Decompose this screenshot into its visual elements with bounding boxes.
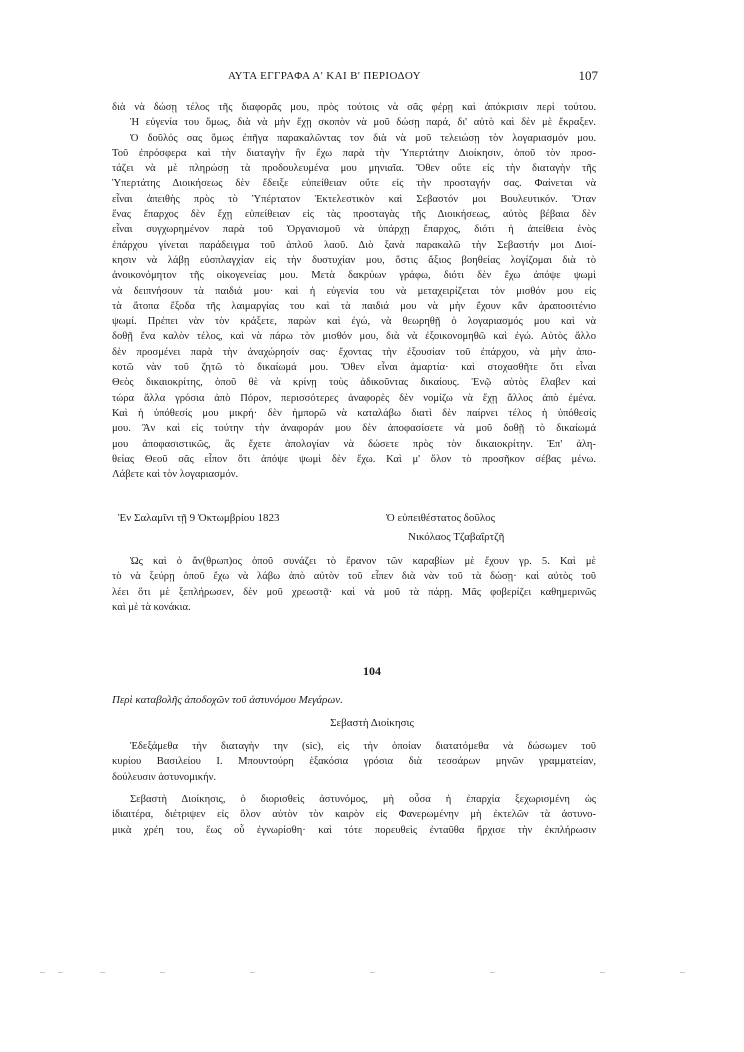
text-line: Καὶ ἡ ὑπόθεσίς μου μικρή· δὲν ἠμπορῶ νὰ καταλάβω διατὶ δὲν παίρνει τέλος ἡ ὑπόθεσίς	[112, 407, 596, 419]
document-paragraph-2	[112, 792, 596, 838]
text-line: μικὰ χρέη του, ἕως οὗ ἐγνωρίσθη· καὶ τότε πορευθεὶς ἐνταῦθα ἤρχισε τὴν ἐκπλήρωσιν	[112, 824, 596, 836]
text-line: τώρα ἄλλα γρόσια ἀπὸ Πόρον, περισσότερες ἀναφορὲς δὲν νομίζω νὰ ἔχῃ ἄλλος ἀπὸ ἐμένα.	[112, 392, 596, 404]
scan-artifact-marks	[40, 972, 700, 976]
text-line: δούλευσιν ἀστυνομικήν.	[112, 771, 217, 783]
letter-closing	[118, 512, 598, 546]
document-subject: Περὶ καταβολῆς ἀποδοχῶν τοῦ ἀστυνόμου Μεγάρων.	[112, 694, 343, 706]
text-line: λέει ὅτι μὲ ξεπλήρωσεν, δὲν μοῦ χρεωστᾷ· καὶ νὰ μοῦ τὰ πάρῃ. Μᾶς φοβερίζει καθημερινῶς	[112, 586, 596, 598]
text-line: Σεβαστὴ Διοίκησις, ὁ διορισθεὶς ἀστυνόμος, μὴ οὖσα ἡ ἐπαρχία ξεχωρισμένη ὡς	[130, 794, 596, 805]
text-line: μου. Ἂν καὶ εἰς τούτην τὴν ἀναφοράν μου δὲν ἀποφασίσετε νὰ μοῦ δοθῇ τὸ δικαίωμά	[112, 423, 596, 435]
document-paragraph-1	[112, 739, 596, 785]
text-line: εἶναι ἀπειθὴς πρὸς τὸ Ὑπέρτατον Ἐκτελεστικὸν καὶ Σεβαστόν μοι Βουλευτικόν. Ὅταν	[112, 193, 596, 205]
text-line: κυρίου Βασιλείου Ι. Μπουντούρη ἑξακόσια γρόσια διὰ τεσσάρων μηνῶν γραμματείαν,	[112, 756, 596, 768]
text-line: ψωμί. Πρέπει νὰν τὸν κράξετε, παρὼν καὶ ἐγώ, νὰ θεωρηθῇ ὁ λογαριασμός μου καὶ νὰ	[112, 316, 596, 328]
page-number: 107	[578, 68, 598, 83]
text-line: εἶναι συγχωρημένον παρὰ τοῦ Ὀργανισμοῦ νὰ ὑπάρχῃ ἔπαρχος, διότι ἡ ἀπείθεια ἑνὸς	[112, 224, 596, 236]
text-line: τάζει νὰ μὲ πληρώσῃ τὰ προδουλευμένα μου μηνιαῖα. Ὅθεν οὔτε εἰς τὴν διαταγὴν τῆς	[112, 163, 596, 175]
text-line: Τοῦ ἐπρόσφερα καὶ τὴν διαταγὴν ἣν ἔχω παρὰ τὴν Ὑπερτάτην Διοίκησιν, ὁποῦ τὸν προσ-	[112, 147, 596, 159]
scan-mark	[100, 972, 105, 973]
text-line: Ἐδεξάμεθα τὴν διαταγὴν την (sic), εἰς τὴν ὁποίαν διατατόμεθα νὰ δώσωμεν τοῦ	[130, 741, 596, 752]
scan-mark	[680, 972, 685, 973]
text-line: διὰ νὰ δώσῃ τέλος τῆς διαφορᾶς μου, πρὸς τούτοις νὰ σᾶς φέρῃ καὶ ἀπόκρισιν περὶ τούτου.	[112, 102, 596, 113]
text-line: Ὁ δοῦλός σας ὅμως ἐπῆγα παρακαλῶντας τον διὰ νὰ μοῦ τελειώσῃ τὸν λογαριασμόν μου.	[130, 132, 596, 144]
postscript	[112, 554, 596, 615]
scan-mark	[370, 972, 375, 973]
text-line: δὲν προσμένει παρὰ τὴν ἀναχώρησίν σας· ἔχοντας τὴν ἐξουσίαν τοῦ ἐπάρχου, νὰ μὴν ἀπο-	[112, 346, 596, 358]
scan-mark	[490, 972, 495, 973]
text-line: Θεὸς δικαιοκρίτης, ὁποῦ θὲ νὰ κρίνῃ τοὺς ἀδικοῦντας δικαίους. Ἐνῷ αὐτὸς ἔλαβεν καὶ	[112, 377, 596, 389]
running-title: ΑΥΤΑ ΕΓΓΡΑΦΑ Α' ΚΑΙ Β' ΠΕΡΙΟΔΟΥ	[228, 70, 421, 82]
text-line: ἐπάρχου γίνεται παράδειγμα τοῦ ἁπλοῦ λαοῦ. Διὸ ξανὰ παρακαλῶ τὴν Σεβαστήν μοι Διοί-	[112, 239, 596, 251]
text-line: νὰ δειπνήσουν τὰ παιδιά μου· καὶ ἡ εὐγενία του νὰ μεταχειρίζεται τὸν μισθόν μου εἰς	[112, 285, 596, 297]
text-line: καὶ μὲ τὰ κονάκια.	[112, 601, 191, 613]
text-line: δοθῇ ἕνα καλὸν τέλος, καὶ νὰ πάρω τὸν μισθόν μου, διὰ νὰ ἐξοικονομηθῶ καὶ ἐγώ. Αὐτὸς ἄλλο	[112, 331, 596, 343]
letter-body	[112, 100, 596, 482]
sender-closing: Ὁ εὐπειθέστατος δοῦλος	[386, 512, 495, 524]
text-line: κησιν νὰ λάβῃ εὐσπλαγχίαν εἰς τὴν δυστυχίαν μου, ὅστις ἄξιος βοηθείας λογίζομαι διὰ τὸ	[112, 254, 596, 266]
scan-mark	[250, 972, 255, 973]
text-line: ἰδιαιτέρα, διέτριψεν εἰς ὅλον αὐτὸν τὸν καιρὸν εἰς Φανερωμένην μὴ ἐκτελῶν τὰ ἀστυνο-	[112, 809, 596, 821]
running-head	[118, 70, 598, 86]
text-line: ἕνας ἔπαρχος δὲν ἔχῃ εὐπείθειαν εἰς τὰς προσταγὰς τῆς Διοικήσεως, αὐτὸς βέβαια δὲν	[112, 209, 596, 221]
document-number: 104	[363, 664, 381, 678]
text-line: κοτῶ νὰν τοῦ ζητῶ τὸ δικαίωμά μου. Ὅθεν εἶναι ἁμαρτία· καὶ στοχασθῆτε ὅτι εἶναι	[112, 362, 596, 374]
scan-mark	[40, 972, 45, 973]
salutation: Σεβαστὴ Διοίκησις	[330, 717, 414, 729]
sender-name: Νικόλαος Τζαβαΐρτζῆ	[408, 531, 505, 543]
scan-mark	[160, 972, 165, 973]
text-line: ἀνοικονόμητον τῆς οἰκογενείας μου. Μετὰ δακρύων γράφω, διότι δὲν ἔχω ἀπόψε ψωμὶ	[112, 270, 596, 282]
text-line: Ὑπερτάτης Διοικήσεως δὲν ἔδειξε εὐπείθειαν οὔτε εἰς τὴν προσταγήν σας. Φαίνεται νὰ	[112, 178, 596, 190]
text-line: Ὡς καὶ ὁ ἄν(θρωπ)ος ὁποῦ συνάζει τὸ ἔρανον τῶν καραβίων μὲ ἔχουν γρ. 5. Καὶ μὲ	[130, 556, 596, 567]
scan-mark	[600, 972, 605, 973]
scan-mark	[58, 972, 63, 973]
date-place: Ἐν Σαλαμῖνι τῇ 9 Ὀκτωμβρίου 1823	[118, 512, 280, 524]
text-line: Ἡ εὐγενία του ὅμως, διὰ νὰ μὴν ἔχῃ σκοπὸν νὰ μοῦ δώσῃ παρά, δι' αὐτὸ καὶ δὲν μὲ ἔκραξεν.	[130, 117, 596, 129]
text-line: τὸ νὰ ξεύρῃ ὁποῦ ἔχω νὰ λάβω ἀπὸ αὐτὸν τοῦ εἶπεν διὰ νὰν τοῦ τὰ δώσῃ· καὶ αὐτὸς τοῦ	[112, 571, 596, 583]
text-line: θείας Θεοῦ σᾶς εἶπον ὅτι ἀπόψε ψωμὶ δὲν ἔχω. Καὶ μ' ὅλον τὸ προσῆκον σέβας μένω.	[112, 453, 596, 465]
text-line: μου ἀποφασιστικῶς, ἂς ἔχετε ἀπολογίαν νὰ δώσετε πρὸς τὸν δικαιοκρίτην. Ἐπ' ἀλη-	[112, 438, 596, 450]
text-line: Λάβετε καὶ τὸν λογαριασμόν.	[112, 469, 239, 481]
text-line: τὰ ἄτοπα ἔξοδα τῆς λαιμαργίας του καὶ τὰ παιδιά μου νὰ μὴν ἔχουν κἂν ἀραποσιτένιο	[112, 300, 596, 312]
